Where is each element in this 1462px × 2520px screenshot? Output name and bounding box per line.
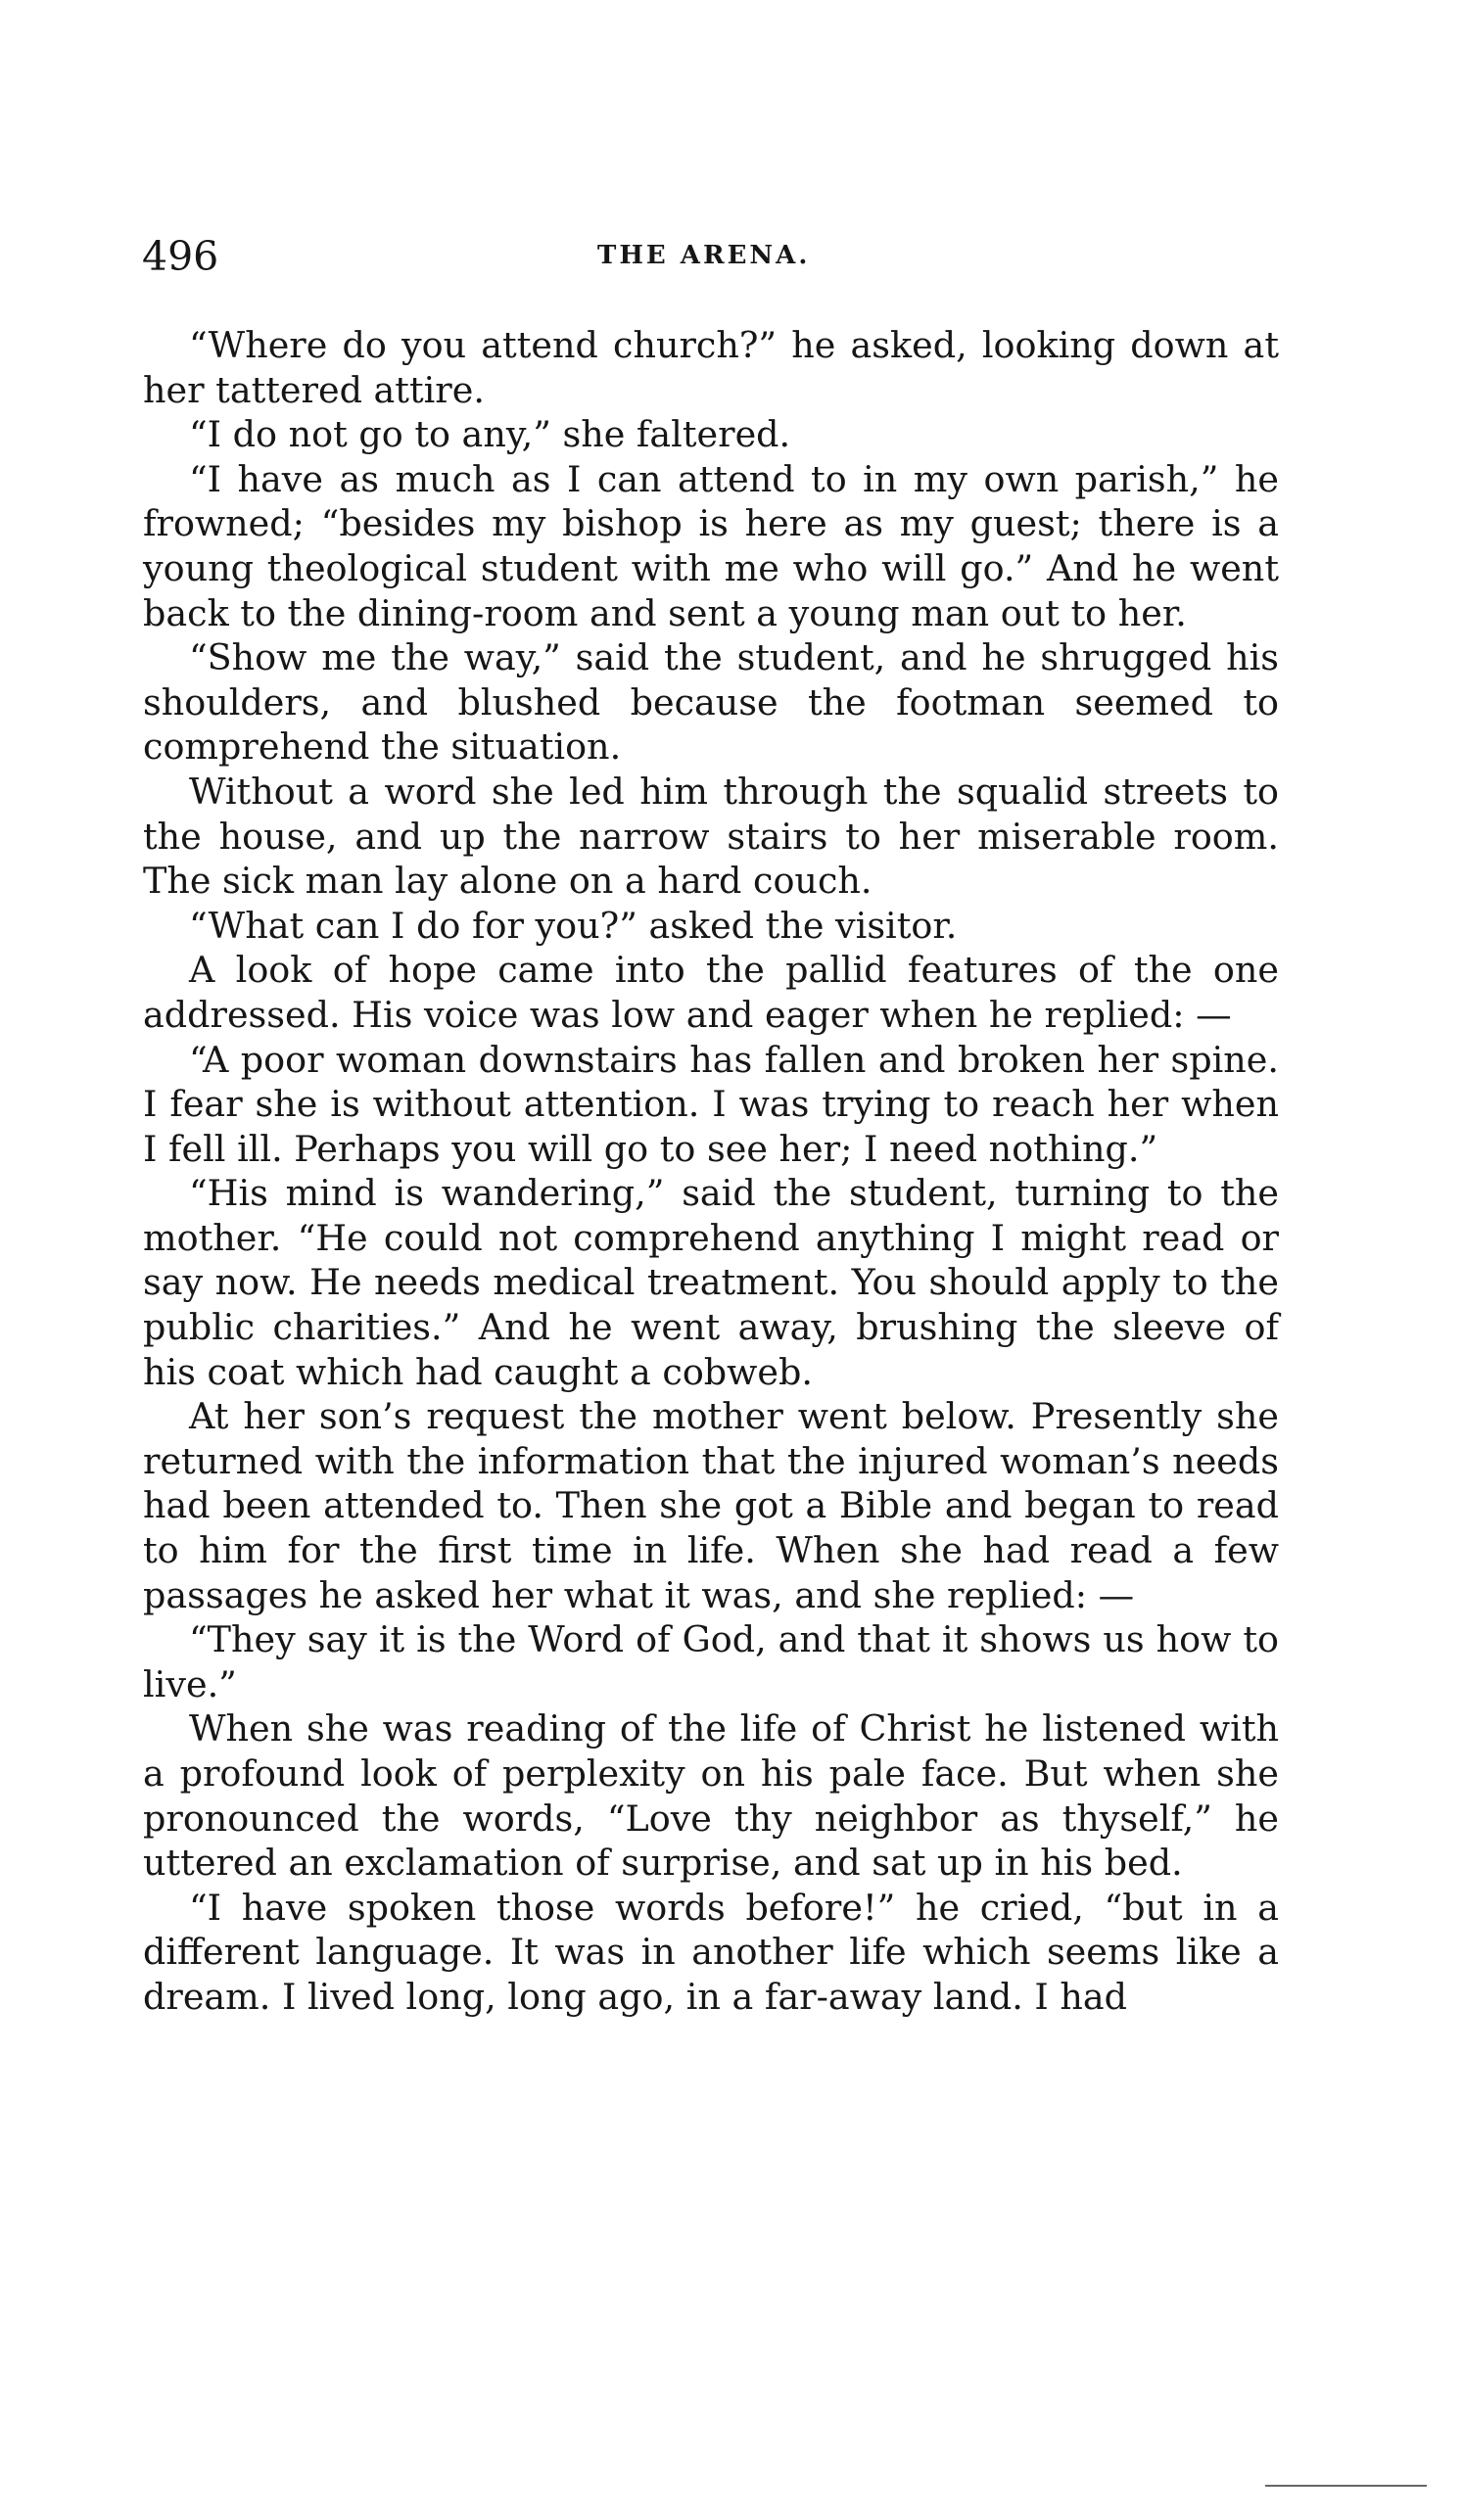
paragraph: Without a word she led him through the squalid streets to the house, and up the narrow stairs to her miserable room. The sick man lay alone on a hard couch. <box>143 770 1279 903</box>
paragraph: “What can I do for you?” asked the visitor. <box>189 904 958 947</box>
paragraph: “They say it is the Word of God, and that it shows us how to live.” <box>143 1618 1279 1705</box>
page-number: 496 <box>142 233 219 280</box>
paragraph: “I have as much as I can attend to in my own parish,” he frowned; “besides my bishop is here as my guest; there is a young theological student with me who will go.” And he went back to the dining-room and sent a young man out to her. <box>143 457 1279 634</box>
paragraph: “His mind is wandering,” said the student, turning to the mother. “He could not comprehend anything I might read or say now. He needs medical treatment. You should apply to the public charities.” And he went away, brushing the sleeve of his coat which had caught a cobweb. <box>143 1172 1279 1393</box>
paragraph: “I do not go to any,” she faltered. <box>189 413 791 456</box>
body-text <box>143 323 1279 2020</box>
paragraph: “I have spoken those words before!” he cried, “but in a different language. It was in another life which seems like a dream. I lived long, long ago, in a far-away land. I had <box>143 1886 1279 2018</box>
footer-rule <box>1265 2485 1427 2487</box>
page-header <box>142 233 1278 292</box>
paragraph: At her son’s request the mother went below. Presently she returned with the information that the injured woman’s needs had been attended to. Then she got a Bible and began to read to him for the first time in life. When she had read a few passages he asked her what it was, and she replied: — <box>143 1395 1279 1616</box>
paragraph: “A poor woman downstairs has fallen and broken her spine. I fear she is without attention. I was trying to reach her when I fell ill. Perhaps you will go to see her; I need nothing.” <box>143 1038 1279 1170</box>
paragraph: “Show me the way,” said the student, and he shrugged his shoulders, and blushed because the footman seemed to comprehend the situation. <box>143 636 1279 769</box>
paragraph: A look of hope came into the pallid features of the one addressed. His voice was low and eager when he replied: — <box>143 949 1279 1036</box>
paragraph: When she was reading of the life of Christ he listened with a profound look of perplexity on his pale face. But when she pronounced the words, “Love thy neighbor as thyself,” he uttered an exclamation of surprise, and sat up in his bed. <box>143 1707 1279 1885</box>
running-head: THE ARENA. <box>597 241 811 270</box>
paragraph: “Where do you attend church?” he asked, looking down at her tattered attire. <box>143 324 1279 411</box>
